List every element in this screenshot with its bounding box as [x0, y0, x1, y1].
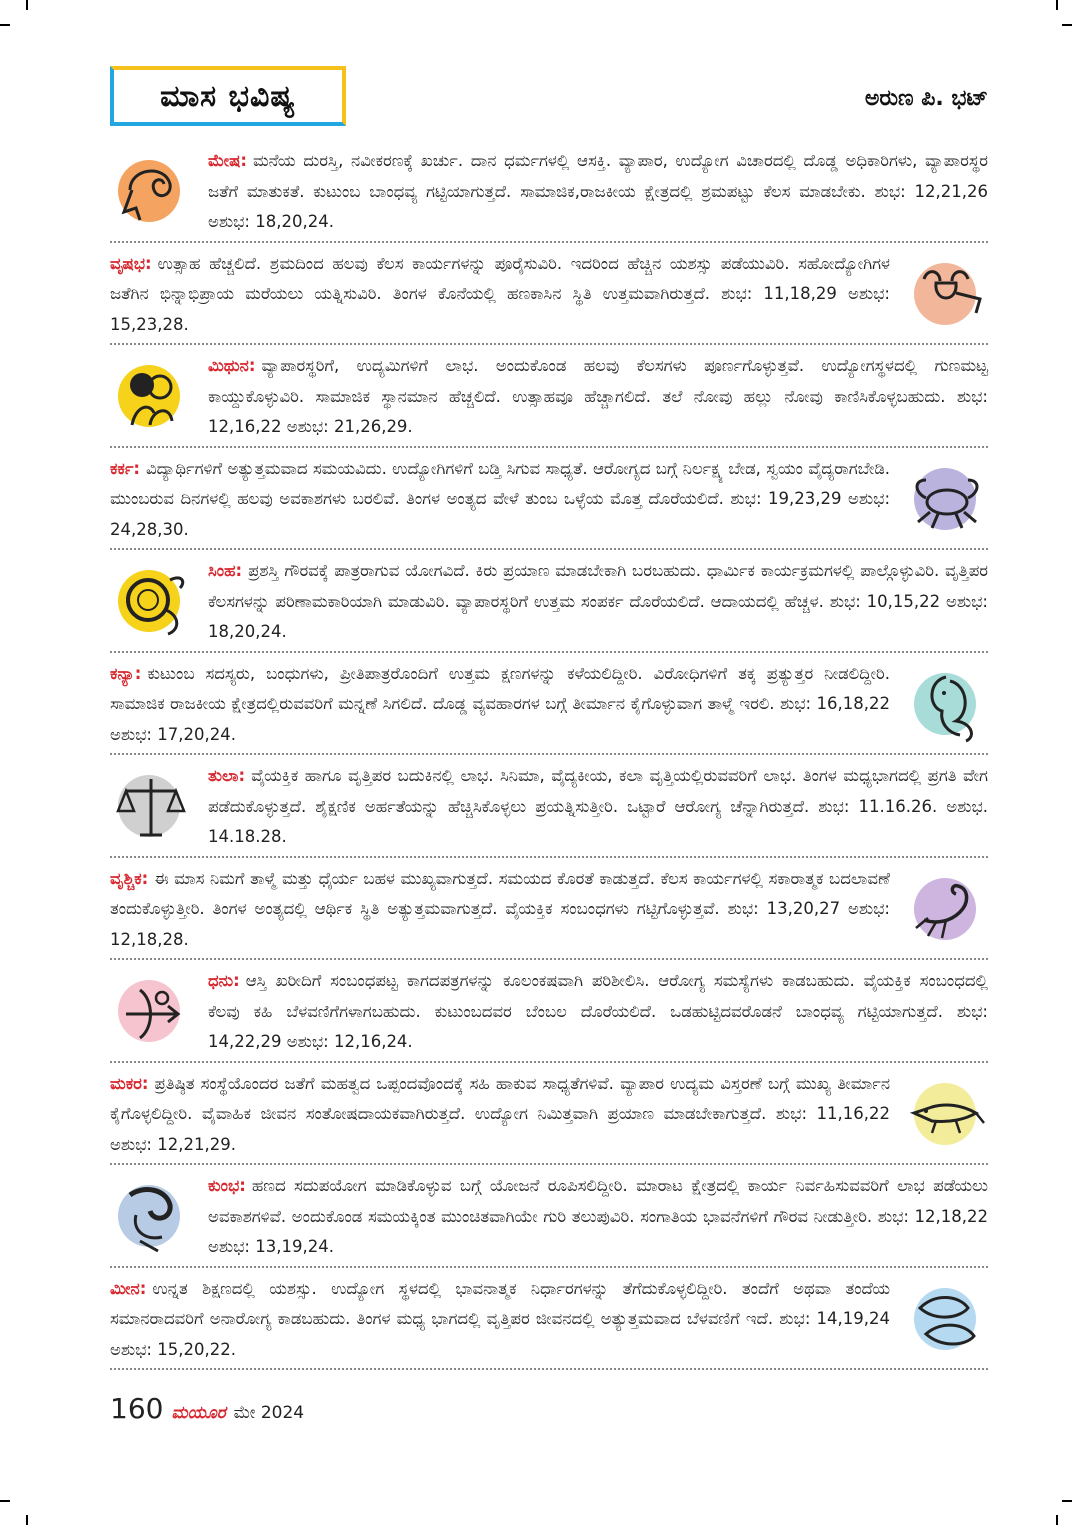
prediction-body: ಪ್ರಶಸ್ತಿ ಗೌರವಕ್ಕೆ ಪಾತ್ರರಾಗುವ ಯೋಗವಿದೆ. ಕಿರು ಪ್ರಯಾಣ ಮಾಡಬೇಕಾಗಿ ಬರಬಹುದು. ಧಾರ್ಮಿಕ ಕಾರ್ಯಕ್ರಮಗಳಲ್ಲಿ ಪಾಲ್ಗೊಳ್ಳುವಿರಿ. ವೃತ್ತಿಪರ ಕೆಲಸಗಳನ್ನು ಪರಿಣಾಮಕಾರಿಯಾಗಿ ಮಾಡುವಿರಿ. ವ್ಯಾಪಾರಸ್ಥರಿಗೆ ಉತ್ತಮ ಸಂಪರ್ಕ ದೊರೆಯಲಿದೆ. ಆದಾಯದಲ್ಲಿ ಹೆಚ್ಚಳ. ಶುಭ: 10,15,22 ಅಶುಭ: 18,20,24. [208, 561, 988, 641]
horoscope-entry [110, 448, 988, 551]
prediction-body: ವ್ಯಾಪಾರಸ್ಥರಿಗೆ, ಉದ್ಯಮಿಗಳಿಗೆ ಲಾಭ. ಅಂದುಕೊಂಡ ಹಲವು ಕೆಲಸಗಳು ಪೂರ್ಣಗೊಳ್ಳುತ್ತವೆ. ಉದ್ಯೋಗಸ್ಥಳದಲ್ಲಿ ಗುಣಮಟ್ಟ ಕಾಯ್ದುಕೊಳ್ಳುವಿರಿ. ಸಾಮಾಜಿಕ ಸ್ಥಾನಮಾನ ಹೆಚ್ಚಲಿದೆ. ಉತ್ಸಾಹವೂ ಹೆಚ್ಚಾಗಲಿದೆ. ತಲೆ ನೋವು ಹಲ್ಲು ನೋವು ಕಾಣಿಸಿಕೊಳ್ಳಬಹುದು. ಶುಭ: 12,16,22 ಅಶುಭ: 21,26,29. [208, 356, 988, 436]
horoscope-entry [110, 1165, 988, 1268]
ram-icon [110, 150, 192, 232]
horoscope-entry [110, 140, 988, 243]
sign-name: ಮಿಥುನ: [208, 356, 256, 375]
crop-mark [1062, 24, 1072, 26]
horoscope-text [208, 351, 988, 443]
water-bearer-icon [110, 1175, 192, 1257]
prediction-body: ಉತ್ಸಾಹ ಹೆಚ್ಚಲಿದೆ. ಶ್ರಮದಿಂದ ಹಲವು ಕೆಲಸ ಕಾರ್ಯಗಳನ್ನು ಪೂರೈಸುವಿರಿ. ಇದರಿಂದ ಹೆಚ್ಚಿನ ಯಶಸ್ಸು ಪಡೆಯುವಿರಿ. ಸಹೋದ್ಯೋಗಿಗಳ ಜತೆಗಿನ ಭಿನ್ನಾಭಿಪ್ರಾಯ ಮರೆಯಲು ಯತ್ನಿಸುವಿರಿ. ತಿಂಗಳ ಕೊನೆಯಲ್ಲಿ ಹಣಕಾಸಿನ ಸ್ಥಿತಿ ಉತ್ತಮವಾಗಿರುತ್ತದೆ. ಶುಭ: 11,18,29 ಅಶುಭ: 15,23,28. [110, 253, 890, 334]
horoscope-entry [110, 858, 988, 961]
sign-name: ಸಿಂಹ: [208, 561, 243, 580]
horoscope-text [110, 864, 890, 956]
crop-mark [0, 24, 10, 26]
horoscope-text [110, 454, 890, 546]
horoscope-text [110, 659, 890, 751]
magazine-logo: ಮಯೂರ [171, 1403, 226, 1423]
horoscope-entry [110, 1063, 988, 1166]
page-number: 160 [110, 1392, 164, 1425]
author-name: ಅರುಣ ಪಿ. ಭಟ್ [864, 86, 988, 111]
horoscope-text [110, 1274, 890, 1366]
page-footer [110, 1392, 304, 1425]
crop-mark [1056, 0, 1058, 10]
title-box [110, 66, 346, 126]
issue-date: ಮೇ 2024 [233, 1403, 305, 1423]
sign-name: ವೃಶ್ಚಿಕ: [110, 868, 149, 888]
twins-icon [110, 355, 192, 437]
sign-name: ಮೀನ: [110, 1278, 147, 1298]
maiden-icon [906, 663, 988, 745]
horoscope-entry [110, 960, 988, 1063]
crop-mark [1056, 1515, 1058, 1525]
crocodile-icon [906, 1073, 988, 1155]
prediction-body: ವಿದ್ಯಾರ್ಥಿಗಳಿಗೆ ಅತ್ಯುತ್ತಮವಾದ ಸಮಯವಿದು. ಉದ್ಯೋಗಿಗಳಿಗೆ ಬಡ್ತಿ ಸಿಗುವ ಸಾಧ್ಯತೆ. ಆರೋಗ್ಯದ ಬಗ್ಗೆ ನಿರ್ಲಕ್ಷ್ಯ ಬೇಡ, ಸ್ವಯಂ ವೈದ್ಯರಾಗಬೇಡಿ. ಮುಂಬರುವ ದಿನಗಳಲ್ಲಿ ಹಲವು ಅವಕಾಶಗಳು ಬರಲಿವೆ. ತಿಂಗಳ ಅಂತ್ಯದ ವೇಳೆ ತುಂಬ ಒಳ್ಳೆಯ ಮೊತ್ತ ದೊರೆಯಲಿದೆ. ಶುಭ: 19,23,29 ಅಶುಭ: 24,28,30. [110, 458, 890, 539]
prediction-body: ಮನೆಯ ದುರಸ್ತಿ, ನವೀಕರಣಕ್ಕೆ ಖರ್ಚು. ದಾನ ಧರ್ಮಗಳಲ್ಲಿ ಆಸಕ್ತಿ. ವ್ಯಾಪಾರ, ಉದ್ಯೋಗ ವಿಚಾರದಲ್ಲಿ ದೊಡ್ಡ ಅಧಿಕಾರಿಗಳು, ವ್ಯಾಪಾರಸ್ಥರ ಜತೆಗೆ ಮಾತುಕತೆ. ಕುಟುಂಬ ಬಾಂಧವ್ಯ ಗಟ್ಟಿಯಾಗುತ್ತದೆ. ಸಾಮಾಜಿಕ,ರಾಜಕೀಯ ಕ್ಷೇತ್ರದಲ್ಲಿ ಶ್ರಮಪಟ್ಟು ಕೆಲಸ ಮಾಡಬೇಕು. ಶುಭ: 12,21,26 ಅಶುಭ: 18,20,24. [208, 151, 988, 231]
horoscope-entry [110, 243, 988, 346]
prediction-body: ಪ್ರತಿಷ್ಠಿತ ಸಂಸ್ಥೆಯೊಂದರ ಜತೆಗೆ ಮಹತ್ವದ ಒಪ್ಪಂದವೊಂದಕ್ಕೆ ಸಹಿ ಹಾಕುವ ಸಾಧ್ಯತೆಗಳಿವೆ. ವ್ಯಾಪಾರ ಉದ್ಯಮ ವಿಸ್ತರಣೆ ಬಗ್ಗೆ ಮುಖ್ಯ ತೀರ್ಮಾನ ಕೈಗೊಳ್ಳಲಿದ್ದೀರಿ. ವೈವಾಹಿಕ ಜೀವನ ಸಂತೋಷದಾಯಕವಾಗಿರುತ್ತದೆ. ಉದ್ಯೋಗ ನಿಮಿತ್ತವಾಗಿ ಪ್ರಯಾಣ ಮಾಡಬೇಕಾಗುತ್ತದೆ. ಶುಭ: 11,16,22 ಅಶುಭ: 12,21,29. [110, 1073, 890, 1154]
crop-mark [1062, 1500, 1072, 1502]
sign-name: ಕರ್ಕ: [110, 458, 140, 478]
prediction-body: ಕುಟುಂಬ ಸದಸ್ಯರು, ಬಂಧುಗಳು, ಪ್ರೀತಿಪಾತ್ರರೊಂದಿಗೆ ಉತ್ತಮ ಕ್ಷಣಗಳನ್ನು ಕಳೆಯಲಿದ್ದೀರಿ. ವಿರೋಧಿಗಳಿಗೆ ತಕ್ಕ ಪ್ರತ್ಯುತ್ತರ ನೀಡಲಿದ್ದೀರಿ. ಸಾಮಾಜಿಕ ರಾಜಕೀಯ ಕ್ಷೇತ್ರದಲ್ಲಿರುವವರಿಗೆ ಮನ್ನಣೆ ಸಿಗಲಿದೆ. ದೊಡ್ಡ ವ್ಯವಹಾರಗಳ ಬಗ್ಗೆ ತೀರ್ಮಾನ ಕೈಗೊಳ್ಳುವಾಗ ತಾಳ್ಮೆ ಇರಲಿ. ಶುಭ: 16,18,22 ಅಶುಭ: 17,20,24. [110, 663, 890, 744]
horoscope-text [208, 966, 988, 1058]
horoscope-entry [110, 755, 988, 858]
lion-icon [110, 560, 192, 642]
sign-name: ಧನು: [208, 971, 240, 990]
horoscope-entry [110, 1268, 988, 1371]
crop-mark [0, 1500, 10, 1502]
sign-name: ಮಕರ: [110, 1073, 149, 1093]
prediction-body: ವೈಯಕ್ತಿಕ ಹಾಗೂ ವೃತ್ತಿಪರ ಬದುಕಿನಲ್ಲಿ ಲಾಭ. ಸಿನಿಮಾ, ವೈದ್ಯಕೀಯ, ಕಲಾ ವೃತ್ತಿಯಲ್ಲಿರುವವರಿಗೆ ಲಾಭ. ತಿಂಗಳ ಮಧ್ಯಭಾಗದಲ್ಲಿ ಪ್ರಗತಿ ವೇಗ ಪಡೆದುಕೊಳ್ಳುತ್ತದೆ. ಶೈಕ್ಷಣಿಕ ಅರ್ಹತೆಯನ್ನು ಹೆಚ್ಚಿಸಿಕೊಳ್ಳಲು ಪ್ರಯತ್ನಿಸುತ್ತೀರಿ. ಒಟ್ಟಾರೆ ಆರೋಗ್ಯ ಚೆನ್ನಾಗಿರುತ್ತದೆ. ಶುಭ: 11.16.26. ಅಶುಭ. 14.18.28. [208, 766, 988, 846]
sign-name: ಕನ್ಯಾ: [110, 663, 142, 683]
horoscope-entry [110, 345, 988, 448]
horoscope-text [208, 1171, 988, 1263]
crab-icon [906, 458, 988, 540]
prediction-body: ಉನ್ನತ ಶಿಕ್ಷಣದಲ್ಲಿ ಯಶಸ್ಸು. ಉದ್ಯೋಗ ಸ್ಥಳದಲ್ಲಿ ಭಾವನಾತ್ಮಕ ನಿರ್ಧಾರಗಳನ್ನು ತೆಗೆದುಕೊಳ್ಳಲಿದ್ದೀರಿ. ತಂದೆಗೆ ಅಥವಾ ತಂದೆಯ ಸಮಾನರಾದವರಿಗೆ ಅನಾರೋಗ್ಯ ಕಾಡಬಹುದು. ತಿಂಗಳ ಮಧ್ಯ ಭಾಗದಲ್ಲಿ ವೃತ್ತಿಪರ ಜೀವನದಲ್ಲಿ ಅತ್ಯುತ್ತಮವಾದ ಬೆಳವಣಿಗೆ ಇದೆ. ಶುಭ: 14,19,24 ಅಶುಭ: 15,20,22. [110, 1278, 890, 1359]
horoscope-entry [110, 653, 988, 756]
archer-icon [110, 970, 192, 1052]
scorpion-icon [906, 868, 988, 950]
page-header [110, 66, 988, 130]
horoscope-text [208, 146, 988, 238]
crop-mark [26, 1515, 28, 1525]
prediction-body: ಹಣದ ಸದುಪಯೋಗ ಮಾಡಿಕೊಳ್ಳುವ ಬಗ್ಗೆ ಯೋಜನೆ ರೂಪಿಸಲಿದ್ದೀರಿ. ಮಾರಾಟ ಕ್ಷೇತ್ರದಲ್ಲಿ ಕಾರ್ಯ ನಿರ್ವಹಿಸುವವರಿಗೆ ಲಾಭ ಪಡೆಯಲು ಅವಕಾಶಗಳಿವೆ. ಅಂದುಕೊಂಡ ಸಮಯಕ್ಕಿಂತ ಮುಂಚಿತವಾಗಿಯೇ ಗುರಿ ತಲುಪುವಿರಿ. ಸಂಗಾತಿಯ ಭಾವನೆಗಳಿಗೆ ಗೌರವ ನೀಡುತ್ತೀರಿ. ಶುಭ: 12,18,22 ಅಶುಭ: 13,19,24. [208, 1176, 988, 1256]
horoscope-text [110, 1069, 890, 1161]
sign-name: ಮೇಷ: [208, 151, 247, 170]
sign-name: ಕುಂಭ: [208, 1176, 246, 1195]
bull-icon [906, 253, 988, 335]
prediction-body: ಈ ಮಾಸ ನಿಮಗೆ ತಾಳ್ಮೆ ಮತ್ತು ಧೈರ್ಯ ಬಹಳ ಮುಖ್ಯವಾಗುತ್ತದೆ. ಸಮಯದ ಕೊರತೆ ಕಾಡುತ್ತದೆ. ಕೆಲಸ ಕಾರ್ಯಗಳಲ್ಲಿ ಸಕಾರಾತ್ಮಕ ಬದಲಾವಣೆ ತಂದುಕೊಳ್ಳುತ್ತೀರಿ. ತಿಂಗಳ ಅಂತ್ಯದಲ್ಲಿ ಆರ್ಥಿಕ ಸ್ಥಿತಿ ಅತ್ಯುತ್ತಮವಾಗುತ್ತದೆ. ವೈಯಕ್ತಿಕ ಸಂಬಂಧಗಳು ಗಟ್ಟಿಗೊಳ್ಳುತ್ತವೆ. ಶುಭ: 13,20,27 ಅಶುಭ: 12,18,28. [110, 868, 890, 949]
horoscope-list [110, 140, 988, 1370]
page-title: ಮಾಸ ಭವಿಷ್ಯ [160, 78, 296, 114]
crop-mark [26, 0, 28, 10]
horoscope-text [208, 761, 988, 853]
fish-icon [906, 1278, 988, 1360]
prediction-body: ಆಸ್ತಿ ಖರೀದಿಗೆ ಸಂಬಂಧಪಟ್ಟ ಕಾಗದಪತ್ರಗಳನ್ನು ಕೂಲಂಕಷವಾಗಿ ಪರಿಶೀಲಿಸಿ. ಆರೋಗ್ಯ ಸಮಸ್ಯೆಗಳು ಕಾಡಬಹುದು. ವೈಯಕ್ತಿಕ ಸಂಬಂಧದಲ್ಲಿ ಕೆಲವು ಕಹಿ ಬೆಳವಣಿಗೆಗಳಾಗಬಹುದು. ಕುಟುಂಬದವರ ಬೆಂಬಲ ದೊರೆಯಲಿದೆ. ಒಡಹುಟ್ಟಿದವರೊಡನೆ ಬಾಂಧವ್ಯ ಗಟ್ಟಿಯಾಗುತ್ತದೆ. ಶುಭ: 14,22,29 ಅಶುಭ: 12,16,24. [208, 971, 988, 1051]
sign-name: ತುಲಾ: [208, 766, 246, 785]
horoscope-text [208, 556, 988, 648]
sign-name: ವೃಷಭ: [110, 253, 152, 273]
horoscope-entry [110, 550, 988, 653]
horoscope-text [110, 249, 890, 341]
scales-icon [110, 765, 192, 847]
